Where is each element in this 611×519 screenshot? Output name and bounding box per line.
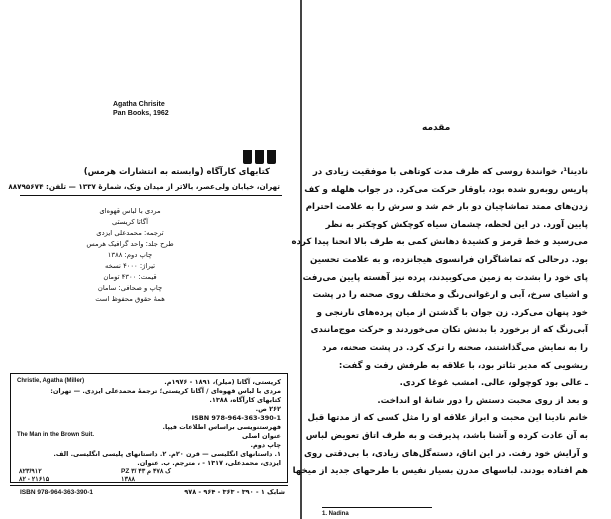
divider: [20, 195, 282, 196]
detail-line: ترجمه: محمدعلی ایزدی: [96, 229, 164, 237]
chapter-heading: مقدمه: [422, 123, 451, 133]
detail-line: همهٔ حقوق محفوظ است: [95, 295, 165, 303]
cip-line: ISBN 978-964-363-390-1: [191, 414, 281, 422]
cip-latin-name: Christie, Agatha (Miller): [17, 378, 85, 384]
cip-line: ایزدی، محمدعلی، ۱۳۱۷ - ، مترجم. ب. عنوان.: [137, 459, 281, 467]
text-line: به آن عادت کرده و آشنا باشد، پذیرفت و به طرف اتاق تعویض لباس: [305, 430, 588, 441]
cip-classification: ۸۲۳/۹۱۲: [19, 468, 42, 475]
footnote: 1. Nadina: [322, 511, 349, 517]
cip-line: چاپ دوم.: [250, 441, 281, 449]
text-line: زدن‌های ممتد تماشاچیان دو بار خم شد و سرش را به علامت احترام: [305, 202, 588, 213]
left-page: [0, 0, 300, 519]
detail-line: قیمت: ۴۳۰۰ تومان: [103, 273, 157, 281]
isbn-line: [20, 488, 285, 496]
publisher-credit: Pan Books, 1962: [113, 110, 169, 117]
text-line: و اشیای سرخ، آبی و ارغوانی‌رنگ و مختلف روی صحنه را در پشت: [312, 290, 588, 301]
cip-record-number: ۸۲ - ۲۱۶۱۵: [19, 476, 50, 483]
right-page: [291, 0, 611, 519]
cip-line: ۲۶۲ ص.: [255, 405, 281, 413]
text-line: ـ عالی بود کوچولو، عالی. امشب غوغا کردی.: [399, 378, 588, 389]
detail-line: چاپ دوم: ۱۳۸۸: [107, 251, 153, 259]
cip-line: مردی با لباس قهوه‌ای / آگاتا کریستی؛ ترجمهٔ محمدعلی ایزدی. — تهران:: [50, 387, 281, 395]
text-line: پایین آورد. در این لحظه، چشمان سیاه کوچکش کوچکتر به نظر: [325, 219, 588, 230]
isbn-latin: ISBN 978-964-363-390-1: [20, 489, 93, 496]
isbn-persian: شابک ۱ - ۳۹۰ - ۳۶۳ - ۹۶۴ - ۹۷۸: [184, 488, 285, 496]
cip-line: کریستی، آگاتا (میلر)، ۱۸۹۱ - ۱۹۷۶م.: [164, 378, 281, 386]
detail-line: مردی با لباس قهوه‌ای: [99, 207, 161, 215]
text-line: بود. درحالی که تماشاگران فرانسوی هیجانزده، و به علامت تحسین: [309, 254, 588, 265]
cip-line: کتابهای کارآگاه، ۱۳۸۸.: [209, 396, 281, 404]
cip-line: فهرستنویسی براساس اطلاعات فیپا.: [162, 423, 281, 431]
text-line: نادینا¹، خوانندهٔ روسی که ظرف مدت کوتاهی با موفقیت زیادی در: [312, 167, 588, 177]
cip-box: [10, 373, 288, 483]
publisher-logo-icon: [243, 150, 277, 164]
cip-year: ۱۳۸۸: [121, 476, 135, 483]
text-line: و آرایش خود رفت. در این اتاق، دسته‌گل‌های زیادی، با بی‌دقتی روی: [303, 448, 588, 459]
text-line: و بعد از روی محبت دستش را دور شانهٔ او انداخت.: [377, 395, 588, 406]
book-details: [40, 206, 220, 305]
text-line: خود پنهان می‌کرد. زن جوان با گذشتن از میان پرده‌های نارنجی و: [316, 307, 588, 318]
cip-line: عنوان اصلی: [242, 432, 281, 440]
detail-line: چاپ و صحافی: سامان: [97, 284, 163, 292]
cip-line: ۱. داستانهای انگلیسی — قرن ۲۰م. ۲. داستانهای پلیسی انگلیسی. الف.: [53, 450, 281, 458]
cip-call-number: PZ ۳/ ک ۴۷۸ م ۴۳: [121, 468, 171, 475]
footnote-rule: [322, 507, 432, 508]
text-line: آبی‌رنگ که از برخورد با بدنش تکان می‌خوردند و حرکت موج‌مانندی: [310, 325, 588, 336]
text-line: پاریس روبه‌رو شده بود، باوقار حرکت می‌کرد. در جواب هلهله و کف: [304, 184, 588, 195]
text-line: خانم نادینا این محبت و ابراز علاقه او را مثل کسی که از مدتها قبل: [307, 413, 588, 424]
text-line: را به نمایش می‌گذاشتند، صحنه را ترک کرد. در پشت صحنه، مرد: [322, 342, 588, 353]
cip-original-title: The Man in the Brown Suit.: [17, 432, 94, 438]
text-line: پای خود را بشدت به زمین می‌کوبیدند، پرده نیز آهسته پایین می‌رفت: [302, 272, 588, 283]
detail-line: طرح جلد: واحد گرافیک هرمس: [86, 240, 174, 248]
publisher-name: کتابهای کارآگاه (وابسته به انتشارات هرمس): [83, 167, 270, 177]
author-credit: Agatha Chrisite: [113, 101, 165, 108]
detail-line: آگاتا کریستی: [112, 218, 148, 226]
text-line: می‌رسید و خط قرمز و کشیدهٔ دهانش کمی به طرف بالا انحنا پیدا کرده: [291, 237, 588, 248]
body-text: [291, 164, 588, 481]
publisher-address: تهران، خیابان ولی‌عصر، بالاتر از میدان ونک، شمارهٔ ۱۳۳۷ — تلفن: ۸۸۷۹۵۶۷۴: [8, 182, 280, 191]
text-line: ریشویی که مدیر تئاتر بود، با علاقه به طرفش رفت و گفت:: [338, 360, 588, 371]
text-line: هم افتاده بودند. لباسهای مدرن بسیار نفیس با طرحهای جدید از میخها: [292, 466, 588, 477]
detail-line: تیراژ: ۴۰۰۰ نسخه: [104, 262, 156, 270]
divider: [10, 485, 288, 486]
